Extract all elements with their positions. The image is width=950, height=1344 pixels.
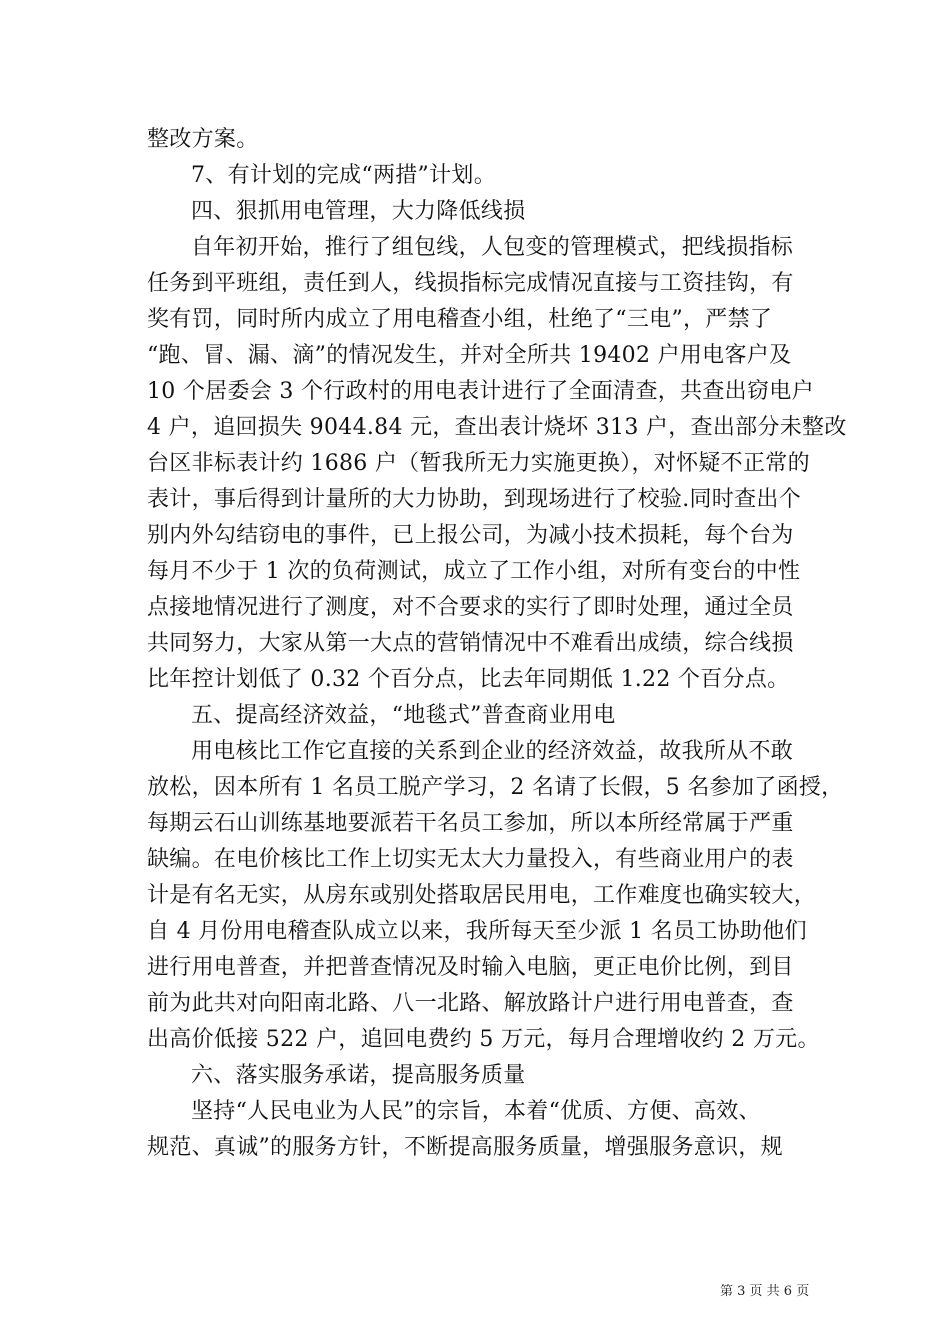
text-line: 规范、真诚”的服务方针，不断提高服务质量，增强服务意识，规 [147, 1135, 783, 1160]
paragraph-start: 用电核比工作它直接的关系到企业的经济效益，故我所从不敢 [191, 739, 794, 764]
text-line: 10 个居委会 3 个行政村的用电表计进行了全面清查，共查出窃电户 [147, 379, 814, 404]
paragraph-start: 坚持“人民电业为人民”的宗旨，本着“优质、方便、高效、 [191, 1099, 761, 1124]
text-line: 出高价低接 522 户，追回电费约 5 万元，每月合理增收约 2 万元。 [147, 1027, 820, 1052]
text-line: 进行用电普查，并把普查情况及时输入电脑，更正电价比例，到目 [147, 955, 794, 980]
text-line: “跑、冒、漏、滴”的情况发生，并对全所共 19402 户用电客户及 [147, 343, 792, 368]
text-line: 4 户，追回损失 9044.84 元，查出表计烧坏 313 户，查出部分未整改 [147, 415, 847, 440]
list-item: 7、有计划的完成“两措”计划。 [191, 163, 496, 188]
text-line: 任务到平班组，责任到人，线损指标完成情况直接与工资挂钩，有 [147, 271, 794, 296]
text-line: 比年控计划低了 0.32 个百分点，比去年同期低 1.22 个百分点。 [147, 667, 790, 692]
text-line: 缺编。在电价核比工作上切实无太大力量投入，有些商业用户的表 [147, 847, 794, 872]
paragraph-start: 自年初开始，推行了组包线，人包变的管理模式，把线损指标 [191, 235, 794, 260]
section-heading: 四、狠抓用电管理，大力降低线损 [191, 199, 526, 224]
text-line: 点接地情况进行了测度，对不合要求的实行了即时处理，通过全员 [147, 595, 794, 620]
text-line: 表计，事后得到计量所的大力协助，到现场进行了校验.同时查出个 [147, 487, 801, 512]
section-heading: 五、提高经济效益，“地毯式”普查商业用电 [191, 703, 616, 728]
page-number: 第 3 页 共 6 页 [720, 1284, 810, 1299]
text-line: 台区非标表计约 1686 户（暂我所无力实施更换），对怀疑不正常的 [147, 451, 810, 476]
text-line: 别内外勾结窃电的事件，已上报公司，为减小技术损耗，每个台为 [147, 523, 794, 548]
text-line: 每月不少于 1 次的负荷测试，成立了工作小组，对所有变台的中性 [147, 559, 801, 584]
text-line: 每期云石山训练基地要派若干名员工参加，所以本所经常属于严重 [147, 811, 794, 836]
text-line: 前为此共对向阳南北路、八一北路、解放路计户进行用电普查，查 [147, 991, 794, 1016]
text-line: 整改方案。 [147, 127, 259, 152]
section-heading: 六、落实服务承诺，提高服务质量 [191, 1063, 526, 1088]
text-line: 自 4 月份用电稽查队成立以来，我所每天至少派 1 名员工协助他们 [147, 919, 807, 944]
text-line: 计是有名无实，从房东或别处搭取居民用电，工作难度也确实较大， [147, 883, 817, 908]
text-line: 共同努力，大家从第一大点的营销情况中不难看出成绩，综合线损 [147, 631, 794, 656]
text-line: 放松，因本所有 1 名员工脱产学习，2 名请了长假，5 名参加了函授， [147, 775, 844, 800]
text-line: 奖有罚，同时所内成立了用电稽查小组，杜绝了“三电”，严禁了 [147, 307, 773, 332]
